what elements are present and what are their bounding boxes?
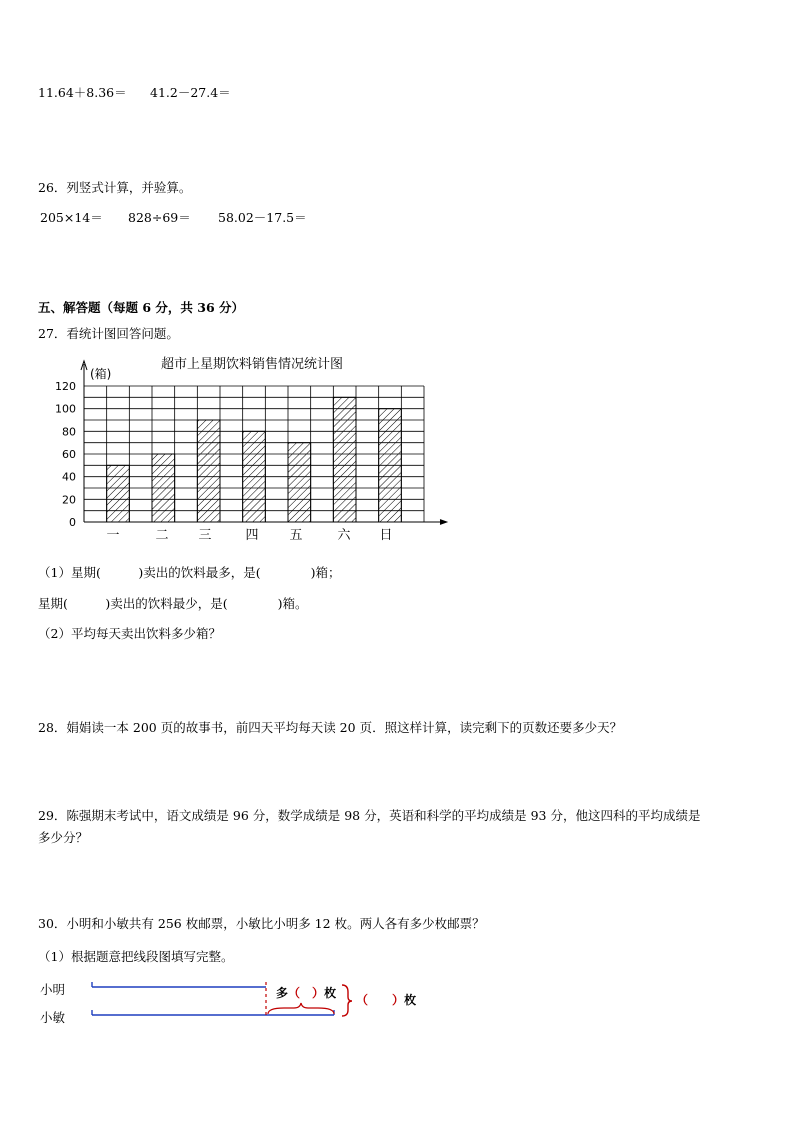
calc-expression-a: 11.64＋8.36＝ — [38, 85, 127, 100]
q26-title: 26．列竖式计算，并验算。 — [38, 180, 192, 195]
y-tick-label: 100 — [55, 402, 76, 416]
bar-6 — [379, 409, 402, 522]
x-tick-label: 一 — [106, 528, 120, 543]
bar-4 — [288, 443, 311, 522]
total-brace — [342, 985, 352, 1016]
calc-expression-b: 41.2－27.4＝ — [150, 85, 231, 100]
q27-sub1-line2: 星期( )卖出的饮料最少，是( )箱。 — [38, 596, 308, 611]
y-tick-label: 80 — [62, 425, 76, 439]
chart-title: 超市上星期饮料销售情况统计图 — [160, 357, 344, 372]
y-tick-label: 0 — [69, 516, 76, 529]
q26-expression-b: 828÷69＝ — [128, 210, 191, 225]
y-tick-label: 20 — [62, 493, 76, 507]
y-axis-label: (箱) — [90, 367, 112, 381]
x-axis-arrow — [440, 520, 447, 525]
q26-expression-c: 58.02－17.5＝ — [218, 210, 307, 225]
more-label: 多（ ）枚 — [276, 986, 337, 1000]
total-label: （ ）枚 — [356, 993, 417, 1007]
label-xiaomin: 小敏 — [40, 1010, 66, 1025]
q30-title: 30．小明和小敏共有 256 枚邮票，小敏比小明多 12 枚。两人各有多少枚邮票？ — [38, 916, 485, 931]
q27-title: 27．看统计图回答问题。 — [38, 326, 179, 341]
bar-3 — [243, 431, 266, 522]
section-title: 五、解答题（每题 6 分，共 36 分） — [38, 300, 245, 315]
x-tick-label: 五 — [289, 528, 303, 543]
x-tick-label: 三 — [198, 528, 212, 543]
q29-line1: 29．陈强期末考试中，语文成绩是 96 分，数学成绩是 98 分，英语和科学的平均成绩是 93 分，他这四科的平均成绩是 — [38, 808, 701, 823]
bar-chart — [0, 350, 794, 545]
y-tick-label: 60 — [62, 448, 76, 461]
x-tick-label: 六 — [337, 528, 351, 543]
bar-0 — [107, 465, 130, 522]
difference-brace — [268, 1003, 334, 1014]
q29-line2: 多少分？ — [38, 830, 89, 845]
y-tick-label: 40 — [62, 470, 76, 484]
total-annotation — [356, 991, 416, 1008]
bar-5 — [333, 397, 356, 522]
bar-2 — [197, 420, 220, 522]
q27-sub1-line1: （1）星期( )卖出的饮料最多，是( )箱； — [38, 565, 341, 580]
q27-sub2: （2）平均每天卖出饮料多少箱？ — [38, 626, 221, 641]
q30-sub1: （1）根据题意把线段图填写完整。 — [38, 949, 234, 964]
q28-text: 28．娟娟读一本 200 页的故事书，前四天平均每天读 20 页．照这样计算，读完剩下的页数还要多少天？ — [38, 720, 623, 735]
x-tick-label: 二 — [155, 528, 169, 543]
bar-1 — [152, 454, 175, 522]
y-tick-label: 120 — [55, 380, 76, 393]
x-tick-label: 日 — [379, 528, 393, 543]
q26-expression-a: 205×14＝ — [40, 210, 103, 225]
more-annotation — [276, 984, 336, 1001]
label-xiaoming: 小明 — [40, 982, 66, 997]
x-tick-label: 四 — [245, 528, 259, 543]
